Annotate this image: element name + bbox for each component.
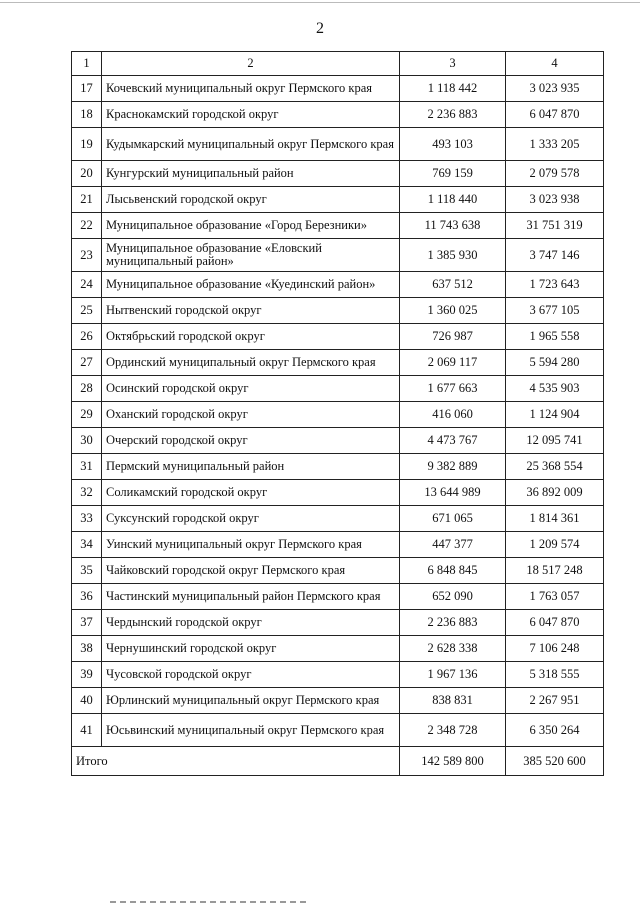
cell-c3: 13 644 989 bbox=[400, 480, 506, 506]
cell-name: Чусовской городской округ bbox=[102, 662, 400, 688]
cell-n: 36 bbox=[72, 584, 102, 610]
cell-c4: 3 747 146 bbox=[506, 239, 604, 272]
table-row bbox=[72, 480, 604, 506]
table-row bbox=[72, 350, 604, 376]
cell-name: Муниципальное образование «Еловский муниципальный район» bbox=[102, 239, 400, 272]
cell-name: Юсьвинский муниципальный округ Пермского края bbox=[102, 714, 400, 747]
cell-name: Оханский городской округ bbox=[102, 402, 400, 428]
cell-c4: 3 677 105 bbox=[506, 298, 604, 324]
table-row bbox=[72, 714, 604, 747]
cell-n: 34 bbox=[72, 532, 102, 558]
cell-name: Очерский городской округ bbox=[102, 428, 400, 454]
table-row bbox=[72, 161, 604, 187]
cell-n: 18 bbox=[72, 102, 102, 128]
cell-c4: 1 124 904 bbox=[506, 402, 604, 428]
cell-c3: 447 377 bbox=[400, 532, 506, 558]
allocation-table bbox=[71, 51, 604, 776]
cell-c4: 1 209 574 bbox=[506, 532, 604, 558]
table-row bbox=[72, 506, 604, 532]
cell-c3: 1 385 930 bbox=[400, 239, 506, 272]
cell-n: 20 bbox=[72, 161, 102, 187]
cell-c4: 3 023 938 bbox=[506, 187, 604, 213]
cell-name: Муниципальное образование «Куединский район» bbox=[102, 272, 400, 298]
cell-n: 32 bbox=[72, 480, 102, 506]
cell-c3: 1 360 025 bbox=[400, 298, 506, 324]
cell-c4: 6 350 264 bbox=[506, 714, 604, 747]
cell-name: Октябрьский городской округ bbox=[102, 324, 400, 350]
cell-c3: 2 069 117 bbox=[400, 350, 506, 376]
cell-n: 23 bbox=[72, 239, 102, 272]
cell-c4: 1 763 057 bbox=[506, 584, 604, 610]
cell-name: Осинский городской округ bbox=[102, 376, 400, 402]
cell-c3: 2 348 728 bbox=[400, 714, 506, 747]
cell-n: 30 bbox=[72, 428, 102, 454]
cell-n: 33 bbox=[72, 506, 102, 532]
cell-name: Кудымкарский муниципальный округ Пермского края bbox=[102, 128, 400, 161]
cell-n: 17 bbox=[72, 76, 102, 102]
cell-c3: 637 512 bbox=[400, 272, 506, 298]
cell-c3: 726 987 bbox=[400, 324, 506, 350]
cell-c4: 1 965 558 bbox=[506, 324, 604, 350]
table-row bbox=[72, 454, 604, 480]
table-row bbox=[72, 532, 604, 558]
cell-c3: 4 473 767 bbox=[400, 428, 506, 454]
table-row bbox=[72, 610, 604, 636]
cell-name: Краснокамский городской округ bbox=[102, 102, 400, 128]
cell-n: 25 bbox=[72, 298, 102, 324]
cell-c4: 5 594 280 bbox=[506, 350, 604, 376]
cell-c3: 2 628 338 bbox=[400, 636, 506, 662]
cell-name: Пермский муниципальный район bbox=[102, 454, 400, 480]
cell-c4: 2 267 951 bbox=[506, 688, 604, 714]
table-row bbox=[72, 239, 604, 272]
cell-c3: 1 118 442 bbox=[400, 76, 506, 102]
cell-c4: 1 723 643 bbox=[506, 272, 604, 298]
table-row bbox=[72, 662, 604, 688]
cell-c4: 31 751 319 bbox=[506, 213, 604, 239]
cell-c4: 2 079 578 bbox=[506, 161, 604, 187]
cell-c4: 25 368 554 bbox=[506, 454, 604, 480]
cell-n: 27 bbox=[72, 350, 102, 376]
cell-c4: 7 106 248 bbox=[506, 636, 604, 662]
cell-c3: 652 090 bbox=[400, 584, 506, 610]
table-header-row bbox=[72, 52, 604, 76]
table-row bbox=[72, 187, 604, 213]
cell-c3: 838 831 bbox=[400, 688, 506, 714]
table-row bbox=[72, 324, 604, 350]
total-label: Итого bbox=[72, 747, 400, 776]
total-row bbox=[72, 747, 604, 776]
table-row bbox=[72, 558, 604, 584]
table-row bbox=[72, 298, 604, 324]
cell-c4: 3 023 935 bbox=[506, 76, 604, 102]
table-row bbox=[72, 688, 604, 714]
cell-n: 41 bbox=[72, 714, 102, 747]
cell-n: 39 bbox=[72, 662, 102, 688]
cell-c4: 6 047 870 bbox=[506, 102, 604, 128]
header-cell: 1 bbox=[72, 52, 102, 76]
cell-c3: 416 060 bbox=[400, 402, 506, 428]
table-row bbox=[72, 376, 604, 402]
table-row bbox=[72, 128, 604, 161]
cell-name: Чайковский городской округ Пермского края bbox=[102, 558, 400, 584]
cell-name: Кочевский муниципальный округ Пермского края bbox=[102, 76, 400, 102]
cell-name: Уинский муниципальный округ Пермского края bbox=[102, 532, 400, 558]
header-cell: 2 bbox=[102, 52, 400, 76]
cell-name: Частинский муниципальный район Пермского края bbox=[102, 584, 400, 610]
table-row bbox=[72, 636, 604, 662]
cell-n: 40 bbox=[72, 688, 102, 714]
cell-n: 22 bbox=[72, 213, 102, 239]
cell-n: 28 bbox=[72, 376, 102, 402]
cell-c4: 18 517 248 bbox=[506, 558, 604, 584]
cell-name: Юрлинский муниципальный округ Пермского края bbox=[102, 688, 400, 714]
cell-name: Соликамский городской округ bbox=[102, 480, 400, 506]
cell-n: 19 bbox=[72, 128, 102, 161]
cell-n: 35 bbox=[72, 558, 102, 584]
cell-name: Суксунский городской округ bbox=[102, 506, 400, 532]
cell-c3: 1 118 440 bbox=[400, 187, 506, 213]
cell-c3: 671 065 bbox=[400, 506, 506, 532]
scan-artifact bbox=[110, 901, 310, 903]
cell-name: Муниципальное образование «Город Березники» bbox=[102, 213, 400, 239]
cell-c3: 1 677 663 bbox=[400, 376, 506, 402]
cell-c4: 36 892 009 bbox=[506, 480, 604, 506]
cell-n: 37 bbox=[72, 610, 102, 636]
cell-c3: 769 159 bbox=[400, 161, 506, 187]
cell-c4: 12 095 741 bbox=[506, 428, 604, 454]
cell-c3: 1 967 136 bbox=[400, 662, 506, 688]
table-row bbox=[72, 213, 604, 239]
cell-c4: 6 047 870 bbox=[506, 610, 604, 636]
header-cell: 3 bbox=[400, 52, 506, 76]
total-c4: 385 520 600 bbox=[506, 747, 604, 776]
cell-c4: 1 814 361 bbox=[506, 506, 604, 532]
cell-c3: 493 103 bbox=[400, 128, 506, 161]
table-row bbox=[72, 76, 604, 102]
total-c3: 142 589 800 bbox=[400, 747, 506, 776]
cell-c3: 2 236 883 bbox=[400, 102, 506, 128]
cell-c4: 4 535 903 bbox=[506, 376, 604, 402]
cell-c4: 1 333 205 bbox=[506, 128, 604, 161]
page-number: 2 bbox=[316, 20, 324, 37]
cell-name: Ординский муниципальный округ Пермского края bbox=[102, 350, 400, 376]
cell-n: 26 bbox=[72, 324, 102, 350]
cell-n: 31 bbox=[72, 454, 102, 480]
table-row bbox=[72, 102, 604, 128]
header-cell: 4 bbox=[506, 52, 604, 76]
table-row bbox=[72, 584, 604, 610]
cell-n: 24 bbox=[72, 272, 102, 298]
cell-name: Кунгурский муниципальный район bbox=[102, 161, 400, 187]
cell-c4: 5 318 555 bbox=[506, 662, 604, 688]
cell-c3: 6 848 845 bbox=[400, 558, 506, 584]
table-row bbox=[72, 402, 604, 428]
cell-name: Лысьвенский городской округ bbox=[102, 187, 400, 213]
table-row bbox=[72, 272, 604, 298]
table-row bbox=[72, 428, 604, 454]
cell-n: 38 bbox=[72, 636, 102, 662]
cell-n: 21 bbox=[72, 187, 102, 213]
cell-n: 29 bbox=[72, 402, 102, 428]
cell-name: Чернушинский городской округ bbox=[102, 636, 400, 662]
cell-c3: 9 382 889 bbox=[400, 454, 506, 480]
cell-name: Чердынский городской округ bbox=[102, 610, 400, 636]
cell-c3: 2 236 883 bbox=[400, 610, 506, 636]
cell-c3: 11 743 638 bbox=[400, 213, 506, 239]
top-edge-line bbox=[0, 2, 640, 3]
cell-name: Нытвенский городской округ bbox=[102, 298, 400, 324]
